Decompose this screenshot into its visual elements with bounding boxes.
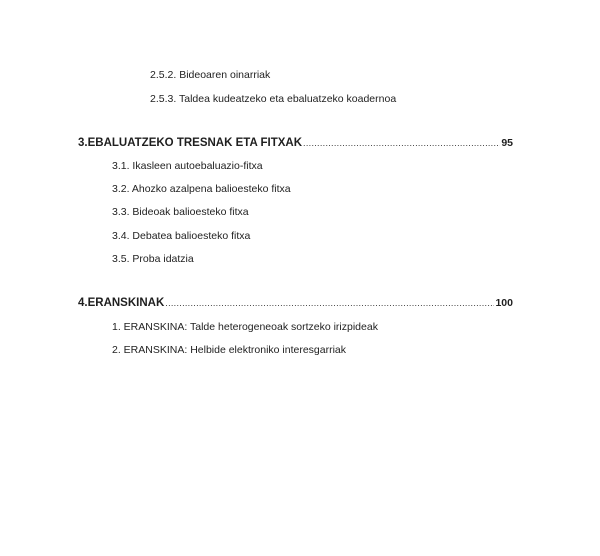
toc-entry-3-4: 3.4. Debatea balioesteko fitxa: [112, 230, 251, 242]
toc-entry-annex-1: 1. ERANSKINA: Talde heterogeneoak sortzeko irizpideak: [112, 321, 378, 333]
toc-entry-3-3: 3.3. Bideoak balioesteko fitxa: [112, 206, 249, 218]
section-4-number: 4.: [78, 297, 88, 309]
section-4-page-number: 100: [495, 297, 513, 309]
toc-entry-annex-2: 2. ERANSKINA: Helbide elektroniko interesgarriak: [112, 344, 347, 356]
toc-entry-2-5-3: 2.5.3. Taldea kudeatzeko eta ebaluatzeko koadernoa: [150, 93, 397, 105]
toc-entry-2-5-2: 2.5.2. Bideoaren oinarriak: [150, 69, 271, 81]
section-3-title: EBALUATZEKO TRESNAK ETA FITXAK: [87, 137, 303, 149]
toc-entry-3-2: 3.2. Ahozko azalpena balioesteko fitxa: [112, 183, 291, 195]
section-3-page-number: 95: [501, 137, 513, 149]
toc-entry-3-5: 3.5. Proba idatzia: [112, 253, 194, 265]
section-3-number: 3.: [78, 137, 88, 149]
section-4-title: ERANSKINAK: [87, 297, 165, 309]
section-3-dot-leader: [303, 136, 500, 150]
toc-entry-3-1: 3.1. Ikasleen autoebaluazio-fitxa: [112, 160, 263, 172]
toc-heading-section-4: [78, 296, 513, 310]
toc-heading-section-3: [78, 136, 513, 150]
section-4-dot-leader: [165, 296, 494, 310]
